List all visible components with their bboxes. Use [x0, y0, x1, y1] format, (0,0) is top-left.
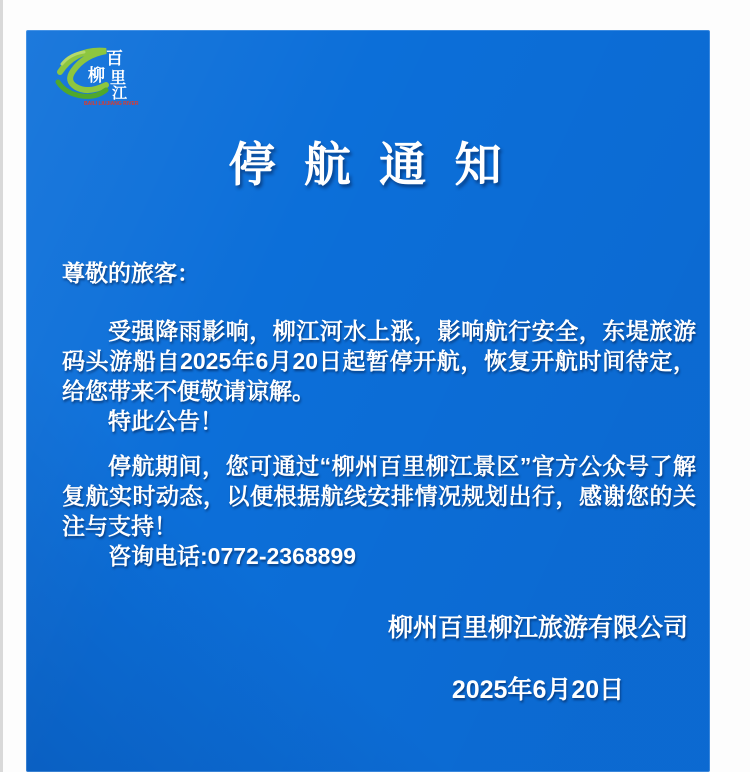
scenic-area-logo: [54, 40, 150, 108]
notice-date: 2025年6月20日: [451, 676, 625, 704]
logo-char-bottom: 江: [112, 84, 128, 102]
paragraph-suspension: 受强降雨影响，柳江河水上涨，影响航行安全，东堤旅游码头游船自2025年6月20日起暂停开航，恢复开航时间待定，给您带来不便敬请谅解。: [62, 318, 696, 404]
logo-char-top: 百: [106, 49, 123, 69]
paragraph-followup: 停航期间，您可通过“柳州百里柳江景区”官方公众号了解复航实时动态，以便根据航线安排情况规划出行，感谢您的关注与支持！: [62, 453, 696, 539]
notice-panel: [26, 30, 710, 772]
notice-body: [62, 258, 696, 571]
logo-graphic: [54, 40, 150, 108]
notice-title: 停 航 通 知: [228, 138, 508, 193]
logo-char-mid-right: 里: [110, 68, 127, 87]
logo-char-mid-left: 柳: [88, 66, 105, 86]
company-name: 柳州百里柳江旅游有限公司: [387, 614, 688, 642]
announcement-line: 特此公告！: [108, 408, 223, 434]
image-left-edge: [0, 0, 3, 772]
phone-line: 咨询电话:0772-2368899: [108, 543, 357, 569]
logo-caption: BAILI LIUJIANG RIVER: [84, 101, 139, 107]
signature-block: [378, 608, 698, 706]
salutation: 尊敬的旅客：: [62, 260, 200, 286]
